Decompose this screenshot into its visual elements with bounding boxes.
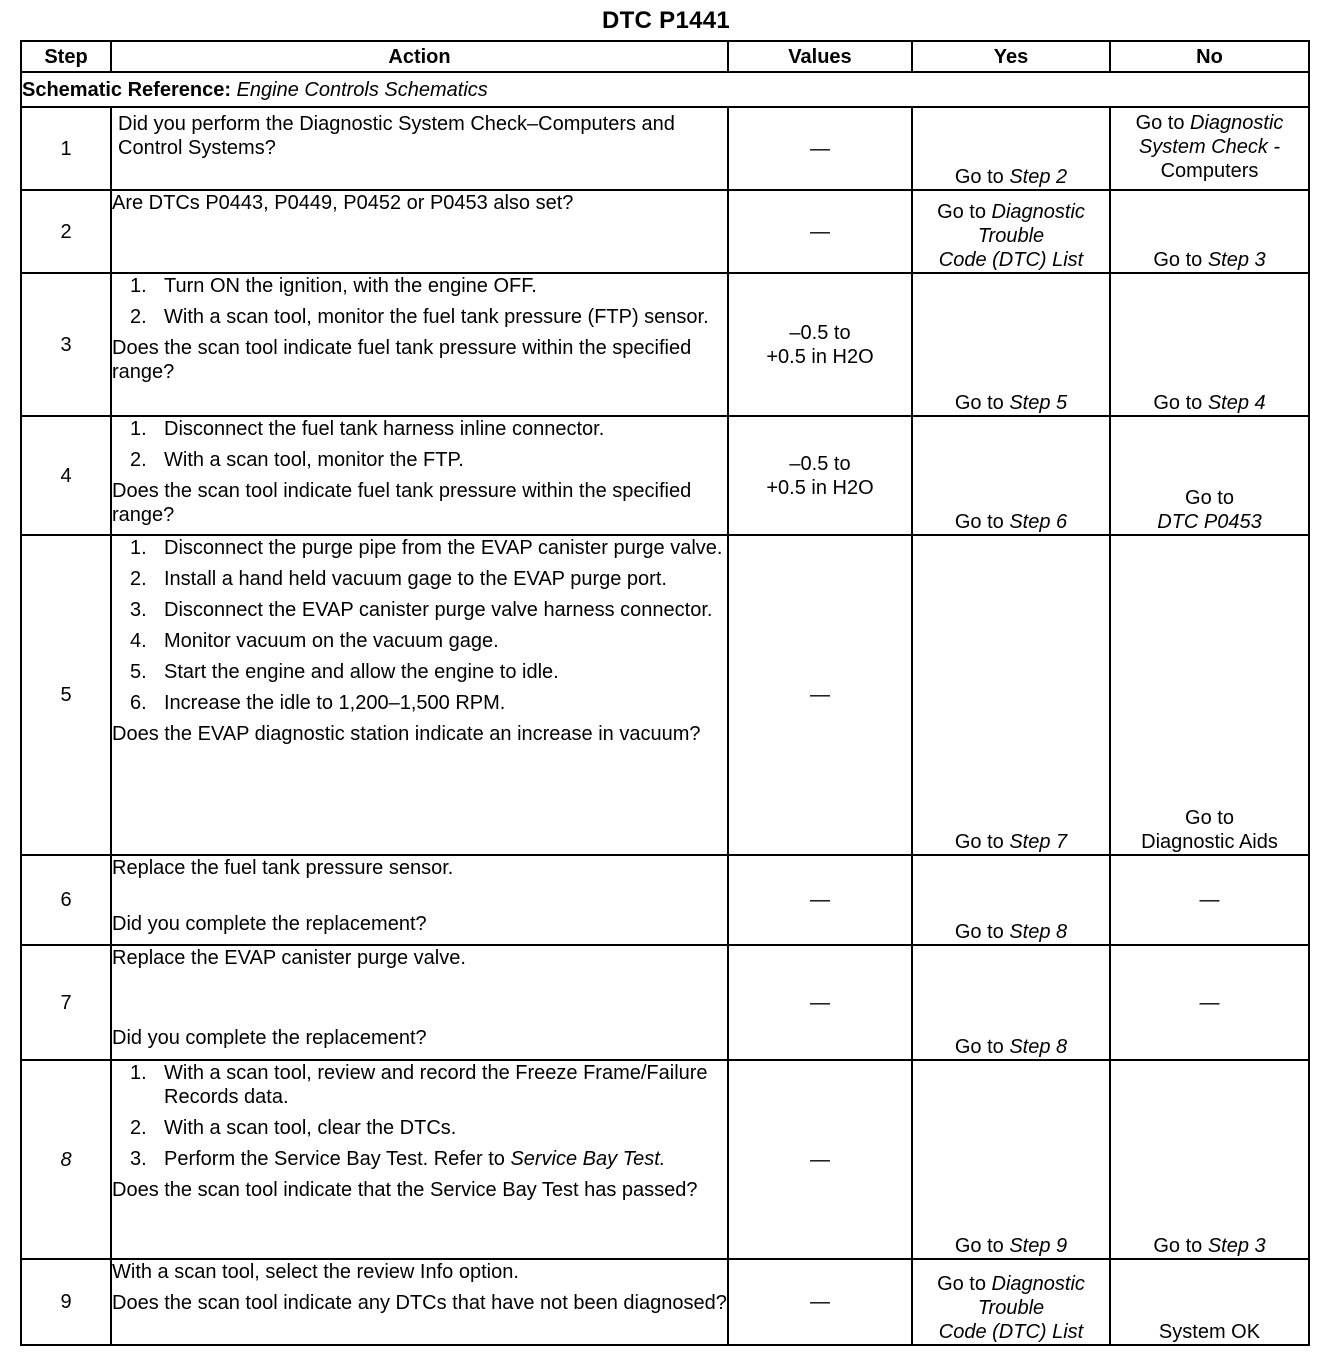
step-number: 3 bbox=[21, 273, 111, 416]
action-question: Did you complete the replacement? bbox=[112, 1027, 427, 1049]
action-question: Does the scan tool indicate that the Service Bay Test has passed? bbox=[112, 1179, 698, 1201]
list-item: 2. Install a hand held vacuum gage to the EVAP purge port. bbox=[130, 568, 667, 590]
no-cell: System OK bbox=[1110, 1259, 1309, 1345]
action-question: Does the scan tool indicate fuel tank pressure within the specified range? bbox=[112, 480, 692, 526]
list-item: 1. Disconnect the purge pipe from the EVAP canister purge valve. bbox=[130, 537, 723, 559]
list-item: 1. With a scan tool, review and record the Freeze Frame/Failure Records data. bbox=[130, 1062, 708, 1108]
yes-link[interactable]: Step 6 bbox=[1009, 511, 1068, 533]
yes-link[interactable]: Step 2 bbox=[1009, 166, 1068, 188]
values-cell: — bbox=[728, 855, 912, 945]
values-cell: — bbox=[728, 190, 912, 273]
table-row bbox=[21, 190, 1309, 273]
yes-prefix: Go to bbox=[954, 392, 1010, 414]
yes-link[interactable]: Step 7 bbox=[1009, 831, 1068, 853]
step-number: 2 bbox=[21, 190, 111, 273]
header-action: Action bbox=[111, 41, 728, 72]
values-cell: –0.5 to +0.5 in H2O bbox=[728, 416, 912, 535]
action-cell bbox=[111, 107, 728, 190]
yes-cell bbox=[912, 273, 1110, 416]
values-cell: — bbox=[728, 1259, 912, 1345]
action-question: Does the scan tool indicate fuel tank pressure within the specified range? bbox=[112, 337, 692, 383]
step-number: 9 bbox=[21, 1259, 111, 1345]
no-link[interactable]: Step 4 bbox=[1207, 392, 1266, 414]
header-no: No bbox=[1110, 41, 1309, 72]
schematic-reference bbox=[21, 72, 1309, 107]
step-number: 4 bbox=[21, 416, 111, 535]
list-item: 3. Perform the Service Bay Test. Refer to Service Bay Test. bbox=[130, 1148, 666, 1170]
list-item: 5. Start the engine and allow the engine to idle. bbox=[130, 661, 559, 683]
yes-link[interactable]: Step 8 bbox=[1009, 1036, 1068, 1058]
no-cell bbox=[1110, 535, 1309, 855]
yes-prefix: Go to bbox=[954, 166, 1010, 188]
no-prefix: Go to bbox=[1153, 249, 1208, 271]
yes-link[interactable]: Step 9 bbox=[1009, 1235, 1068, 1257]
list-item: 2. With a scan tool, monitor the FTP. bbox=[130, 449, 464, 471]
list-item: 1. Turn ON the ignition, with the engine OFF. bbox=[130, 275, 537, 297]
step-number: 6 bbox=[21, 855, 111, 945]
yes-cell bbox=[912, 945, 1110, 1060]
no-suffix: Computers bbox=[1160, 160, 1259, 182]
schematic-row bbox=[21, 72, 1309, 107]
values-cell: — bbox=[728, 1060, 912, 1259]
no-link[interactable]: DTC P0453 bbox=[1157, 511, 1262, 533]
no-cell bbox=[1110, 107, 1309, 190]
action-question: Did you complete the replacement? bbox=[112, 913, 427, 935]
no-link[interactable]: Step 3 bbox=[1207, 1235, 1266, 1257]
action-list bbox=[112, 274, 727, 329]
no-cell bbox=[1110, 273, 1309, 416]
yes-cell bbox=[912, 1259, 1110, 1345]
yes-prefix: Go to bbox=[954, 1235, 1010, 1257]
yes-prefix: Go to bbox=[954, 511, 1010, 533]
step-number: 5 bbox=[21, 535, 111, 855]
no-link[interactable]: Diagnostic Aids bbox=[1141, 831, 1278, 853]
yes-link[interactable]: Step 5 bbox=[1009, 392, 1068, 414]
yes-link[interactable]: Code (DTC) List bbox=[938, 249, 1084, 271]
no-prefix: Go to bbox=[1153, 1235, 1208, 1257]
diagnostic-table bbox=[20, 40, 1310, 1346]
no-prefix: Go to bbox=[1185, 807, 1234, 829]
no-prefix: Go to bbox=[1185, 487, 1234, 509]
action-question: Does the EVAP diagnostic station indicate an increase in vacuum? bbox=[112, 723, 701, 745]
action-text: Replace the fuel tank pressure sensor. bbox=[112, 857, 454, 879]
no-prefix: Go to bbox=[1135, 112, 1191, 134]
no-link[interactable]: Step 3 bbox=[1207, 249, 1266, 271]
yes-prefix: Go to bbox=[937, 1273, 992, 1295]
action-text: With a scan tool, select the review Info option. bbox=[112, 1261, 519, 1283]
action-question: Does the scan tool indicate any DTCs that have not been diagnosed? bbox=[112, 1292, 727, 1314]
table-row bbox=[21, 855, 1309, 945]
no-cell bbox=[1110, 416, 1309, 535]
header-row bbox=[21, 41, 1309, 72]
no-cell: — bbox=[1110, 945, 1309, 1060]
yes-cell bbox=[912, 190, 1110, 273]
no-cell bbox=[1110, 190, 1309, 273]
list-item: 2. With a scan tool, monitor the fuel tank pressure (FTP) sensor. bbox=[130, 306, 709, 328]
no-cell bbox=[1110, 1060, 1309, 1259]
no-prefix: Go to bbox=[1153, 392, 1208, 414]
table-row bbox=[21, 945, 1309, 1060]
action-cell bbox=[111, 416, 728, 535]
list-item: 2. With a scan tool, clear the DTCs. bbox=[130, 1117, 457, 1139]
no-link[interactable]: System Check - bbox=[1138, 136, 1281, 158]
action-text: Replace the EVAP canister purge valve. bbox=[112, 947, 466, 969]
header-yes: Yes bbox=[912, 41, 1110, 72]
action-cell bbox=[111, 945, 728, 1060]
yes-link[interactable]: Step 8 bbox=[1009, 921, 1068, 943]
action-list bbox=[112, 417, 727, 472]
yes-cell bbox=[912, 855, 1110, 945]
table-row bbox=[21, 107, 1309, 190]
yes-prefix: Go to bbox=[954, 1036, 1010, 1058]
action-cell bbox=[111, 535, 728, 855]
values-cell: –0.5 to +0.5 in H2O bbox=[728, 273, 912, 416]
action-text: Are DTCs P0443, P0449, P0452 or P0453 also set? bbox=[112, 192, 574, 214]
yes-cell bbox=[912, 1060, 1110, 1259]
no-cell: — bbox=[1110, 855, 1309, 945]
table-row bbox=[21, 273, 1309, 416]
header-values: Values bbox=[728, 41, 912, 72]
table-row bbox=[21, 416, 1309, 535]
yes-cell bbox=[912, 107, 1110, 190]
values-cell: — bbox=[728, 945, 912, 1060]
table-row bbox=[21, 1060, 1309, 1259]
values-cell: — bbox=[728, 107, 912, 190]
action-cell bbox=[111, 273, 728, 416]
yes-cell bbox=[912, 535, 1110, 855]
header-step: Step bbox=[21, 41, 111, 72]
table-row bbox=[21, 1259, 1309, 1345]
service-bay-test-link[interactable]: Service Bay Test. bbox=[510, 1148, 666, 1170]
action-list bbox=[112, 1061, 727, 1171]
no-link[interactable]: Diagnostic bbox=[1190, 112, 1284, 134]
yes-prefix: Go to bbox=[937, 201, 992, 223]
yes-prefix: Go to bbox=[954, 921, 1010, 943]
yes-link[interactable]: Trouble bbox=[977, 1297, 1045, 1319]
action-cell bbox=[111, 855, 728, 945]
yes-link[interactable]: Code (DTC) List bbox=[938, 1321, 1084, 1343]
action-cell bbox=[111, 190, 728, 273]
list-item: 1. Disconnect the fuel tank harness inline connector. bbox=[130, 418, 605, 440]
yes-link[interactable]: Trouble bbox=[977, 225, 1045, 247]
values-cell: — bbox=[728, 535, 912, 855]
schematic-link[interactable]: Engine Controls Schematics bbox=[236, 78, 488, 101]
yes-prefix: Go to bbox=[954, 831, 1010, 853]
step-number: 8 bbox=[21, 1060, 111, 1259]
yes-cell bbox=[912, 416, 1110, 535]
step-number: 7 bbox=[21, 945, 111, 1060]
action-list bbox=[112, 536, 727, 715]
action-cell bbox=[111, 1259, 728, 1345]
yes-link[interactable]: Diagnostic bbox=[991, 201, 1085, 223]
list-item: 3. Disconnect the EVAP canister purge valve harness connector. bbox=[130, 599, 713, 621]
list-item: 4. Monitor vacuum on the vacuum gage. bbox=[130, 630, 499, 652]
action-text: Did you perform the Diagnostic System Check–Computers and Control Systems? bbox=[118, 113, 675, 159]
step-number: 1 bbox=[21, 107, 111, 190]
page-title: DTC P1441 bbox=[601, 7, 731, 34]
yes-link[interactable]: Diagnostic bbox=[991, 1273, 1085, 1295]
list-item: 6. Increase the idle to 1,200–1,500 RPM. bbox=[130, 692, 506, 714]
action-cell bbox=[111, 1060, 728, 1259]
schematic-label: Schematic Reference: bbox=[22, 78, 231, 101]
table-row bbox=[21, 535, 1309, 855]
